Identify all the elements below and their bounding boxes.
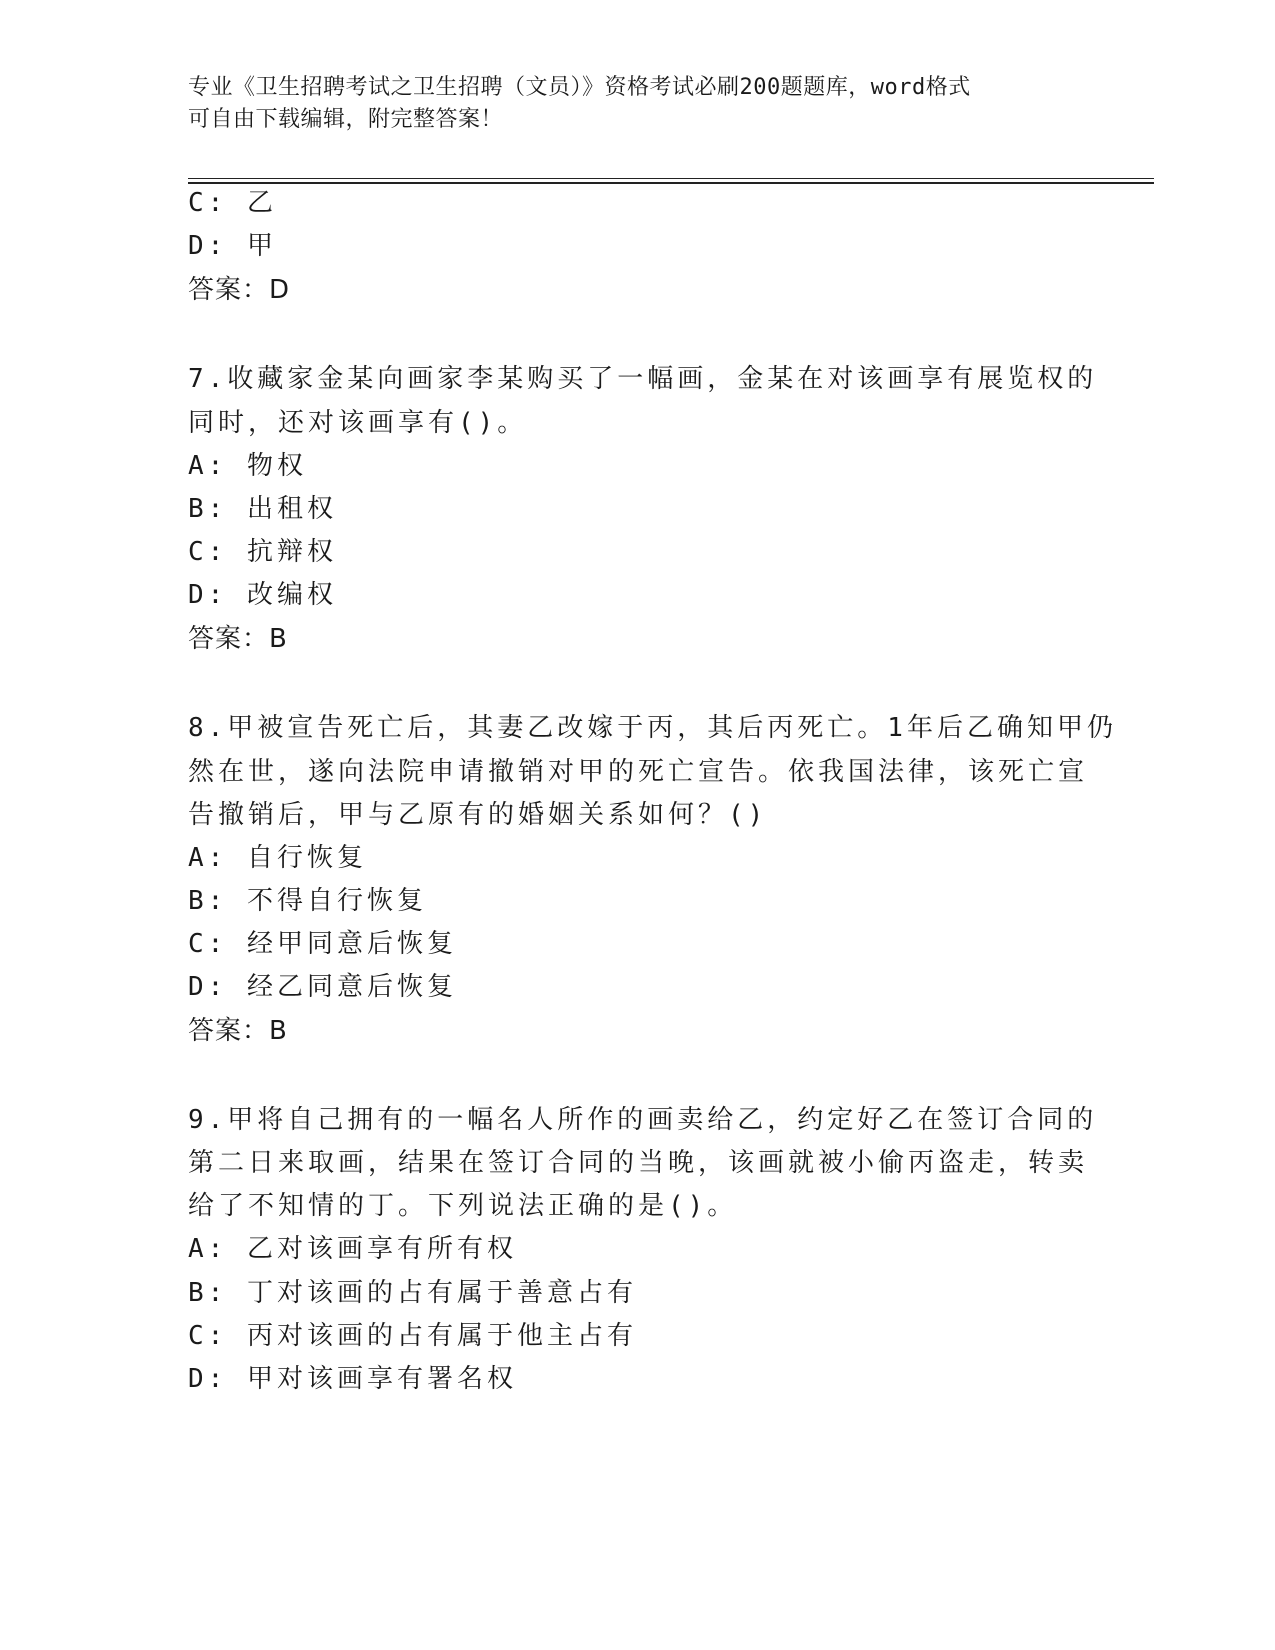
q7-answer: 答案：B: [188, 624, 288, 654]
q7-stem-line-2: 同时，还对该画享有()。: [188, 408, 528, 438]
q8-stem-line-1: 8.甲被宣告死亡后，其妻乙改嫁于丙，其后丙死亡。1年后乙确知甲仍: [188, 713, 1117, 743]
q7-option-d: D: 改编权: [188, 580, 337, 610]
q9-stem-line-2: 第二日来取画，结果在签订合同的当晚，该画就被小偷丙盗走，转卖: [188, 1148, 1089, 1178]
q8-option-c: C: 经甲同意后恢复: [188, 929, 457, 959]
q8-stem-line-2: 然在世，遂向法院申请撤销对甲的死亡宣告。依我国法律，该死亡宣: [188, 757, 1089, 787]
q8-option-b: B: 不得自行恢复: [188, 886, 427, 916]
q8-option-d: D: 经乙同意后恢复: [188, 972, 457, 1002]
prev-option-c: C: 乙: [188, 188, 277, 218]
q7-option-a: A: 物权: [188, 451, 307, 481]
header-divider-thick: [188, 182, 1154, 184]
q8-stem-line-3: 告撤销后，甲与乙原有的婚姻关系如何？(): [188, 800, 768, 830]
q9-option-a: A: 乙对该画享有所有权: [188, 1234, 517, 1264]
q7-option-c: C: 抗辩权: [188, 537, 337, 567]
header-title-line-1: 专业《卫生招聘考试之卫生招聘（文员）》资格考试必刷200题题库，word格式: [188, 75, 971, 100]
q9-option-d: D: 甲对该画享有署名权: [188, 1364, 517, 1394]
q7-stem-line-1: 7.收藏家金某向画家李某购买了一幅画，金某在对该画享有展览权的: [188, 364, 1098, 394]
q9-option-c: C: 丙对该画的占有属于他主占有: [188, 1321, 637, 1351]
header-divider-thin: [188, 178, 1154, 179]
q8-answer: 答案：B: [188, 1016, 288, 1046]
q9-option-b: B: 丁对该画的占有属于善意占有: [188, 1278, 637, 1308]
q8-option-a: A: 自行恢复: [188, 843, 367, 873]
q7-option-b: B: 出租权: [188, 494, 337, 524]
prev-option-d: D: 甲: [188, 231, 277, 261]
q9-stem-line-1: 9.甲将自己拥有的一幅名人所作的画卖给乙，约定好乙在签订合同的: [188, 1105, 1098, 1135]
prev-answer: 答案：D: [188, 275, 291, 305]
header-title-line-2: 可自由下载编辑，附完整答案！: [188, 107, 504, 132]
document-header: [188, 72, 1088, 136]
q9-stem-line-3: 给了不知情的丁。下列说法正确的是()。: [188, 1191, 738, 1221]
